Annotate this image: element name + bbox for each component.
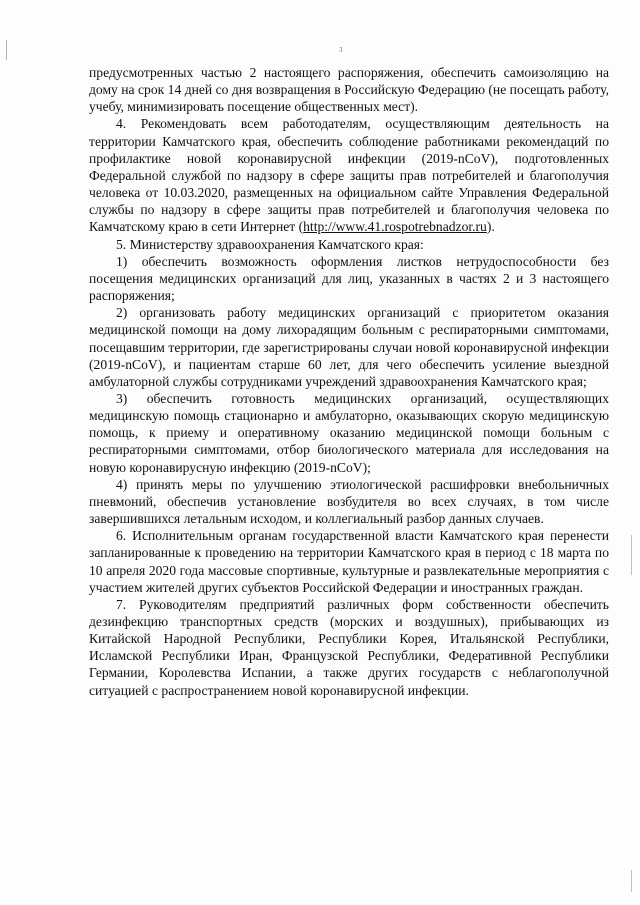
page-number: 3 — [339, 46, 343, 54]
rospotrebnadzor-link[interactable]: http://www.41.rospotrebnadzor.ru — [303, 219, 487, 235]
scan-artifact-line — [6, 40, 7, 60]
paragraph-continuation: предусмотренных частью 2 настоящего распоряжения, обеспечить самоизоляцию на дому на срок 14 дней со дня возвращения в Российскую Федерацию (не посещать работу, учебу, минимизировать посещение общественных мест). — [89, 65, 609, 115]
paragraph-5-item-3: 3) обеспечить готовность медицинских организаций, осуществляющих медицинскую помощь стационарно и амбулаторно, оказывающих скорую медицинскую помощь, к приему и оперативному оказанию медицинской помощи больным с респираторными симптомами, отбор биологического материала для исследования на новую коронавирусную инфекцию (2019-nCoV); — [89, 390, 609, 475]
document-body — [89, 64, 609, 699]
paragraph-4-tail: ). — [486, 219, 495, 235]
paragraph-4 — [89, 115, 609, 235]
scan-artifact-line — [631, 535, 632, 575]
paragraph-4-text: 4. Рекомендовать всем работодателям, осуществляющим деятельность на территории Камчатского края, обеспечить соблюдение работниками рекомендаций по профилактике новой коронавирусной инфекции (2019-nCoV), подготовленных Федеральной службой по надзору в сфере защиты прав потребителей и благополучия человека от 10.03.2020, размещенных на официальном сайте Управления Федеральной службы по надзору в сфере защиты прав потребителей и благополучия человека по Камчатскому краю в сети Интернет ( — [89, 116, 609, 235]
paragraph-5-item-2: 2) организовать работу медицинских организаций с приоритетом оказания медицинской помощи на дому лихорадящим больным с респираторными симптомами, посещавшим территории, где зарегистрированы случаи новой коронавирусной инфекции (2019-nCoV), и пациентам старше 60 лет, для чего обеспечить усиление выездной амбулаторной службы сотрудниками учреждений здравоохранения Камчатского края; — [89, 305, 609, 389]
scan-artifact-line — [631, 870, 632, 892]
paragraph-6: 6. Исполнительным органам государственной власти Камчатского края перенести запланированные к проведению на территории Камчатского края в период с 18 марта по 10 апреля 2020 года массовые спортивные, культурные и развлекательные мероприятия с участием жителей других субъектов Российской Федерации и иностранных граждан. — [89, 528, 609, 595]
paragraph-7: 7. Руководителям предприятий различных форм собственности обеспечить дезинфекцию транспортных средств (морских и воздушных), прибывающих из Китайской Народной Республики, Республики Корея, Итальянской Республики, Исламской Республики Иран, Французской Республики, Федеративной Республики Германии, Королевства Испании, а также других государств с неблагополучной ситуацией с распространением новой коронавирусной инфекции. — [89, 596, 609, 698]
paragraph-5-item-4: 4) принять меры по улучшению этиологической расшифровки внебольничных пневмоний, обеспечив установление возбудителя во всех случаях, в том числе завершившихся летальным исходом, и коллегиальный разбор данных случаев. — [89, 476, 609, 527]
paragraph-5-item-1: 1) обеспечить возможность оформления листков нетрудоспособности без посещения медицинских организаций для лиц, указанных в частях 2 и 3 настоящего распоряжения; — [89, 253, 609, 304]
paragraph-5: 5. Министерству здравоохранения Камчатского края: — [116, 236, 424, 252]
